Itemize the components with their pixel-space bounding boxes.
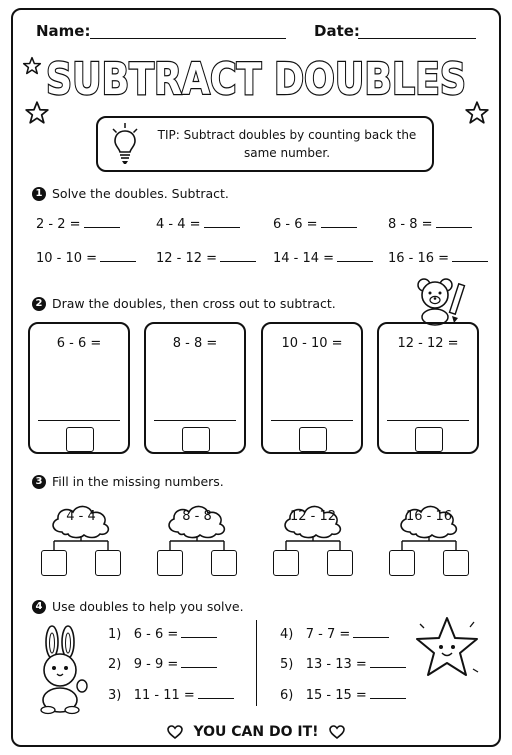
bond-part-box[interactable] xyxy=(327,550,353,576)
answer-blank[interactable] xyxy=(436,227,472,228)
draw-card-2[interactable] xyxy=(144,322,246,454)
card-problem: 8 - 8 = xyxy=(172,336,218,351)
bunny-icon xyxy=(30,624,92,714)
bond-part-box[interactable] xyxy=(443,550,469,576)
section-title: Use doubles to help you solve. xyxy=(52,599,244,614)
bond-part-box[interactable] xyxy=(211,550,237,576)
heart-icon xyxy=(167,725,183,739)
answer-blank[interactable] xyxy=(321,227,357,228)
card-problem: 10 - 10 = xyxy=(281,336,343,351)
bond-part-box[interactable] xyxy=(41,550,67,576)
answer-blank[interactable] xyxy=(370,667,406,668)
section-number: 2 xyxy=(32,297,46,311)
number-bond-2 xyxy=(154,500,240,580)
number-bond-1 xyxy=(38,500,124,580)
card-line xyxy=(38,420,120,421)
bond-total: 8 - 8 xyxy=(182,509,212,524)
problem-8: 16 - 16 = xyxy=(388,251,488,266)
section-1-heading xyxy=(32,186,229,201)
bond-part-box[interactable] xyxy=(273,550,299,576)
problem-4: 8 - 8 = xyxy=(388,217,472,232)
use-doubles-problem-6: 6) 15 - 15 = xyxy=(280,688,406,703)
problem-6: 12 - 12 = xyxy=(156,251,256,266)
answer-blank[interactable] xyxy=(337,261,373,262)
date-line[interactable] xyxy=(358,38,476,39)
heart-icon xyxy=(329,725,345,739)
section-3-heading xyxy=(32,474,224,489)
problem-5: 10 - 10 = xyxy=(36,251,136,266)
answer-box[interactable] xyxy=(66,427,94,452)
answer-blank[interactable] xyxy=(100,261,136,262)
use-doubles-problem-4: 4) 7 - 7 = xyxy=(280,627,389,642)
star-icon xyxy=(24,100,50,126)
number-bond-4 xyxy=(386,500,472,580)
star-icon xyxy=(22,56,42,76)
answer-blank[interactable] xyxy=(181,667,217,668)
problem-3: 6 - 6 = xyxy=(273,217,357,232)
answer-blank[interactable] xyxy=(181,637,217,638)
number-bond-3 xyxy=(270,500,356,580)
lightbulb-icon xyxy=(110,122,140,166)
svg-text:SUBTRACT DOUBLES: SUBTRACT DOUBLES xyxy=(46,54,466,105)
use-doubles-problem-1: 1) 6 - 6 = xyxy=(108,627,217,642)
answer-blank[interactable] xyxy=(220,261,256,262)
answer-box[interactable] xyxy=(415,427,443,452)
answer-blank[interactable] xyxy=(84,227,120,228)
use-doubles-problem-2: 2) 9 - 9 = xyxy=(108,657,217,672)
bond-part-box[interactable] xyxy=(389,550,415,576)
bond-total: 12 - 12 xyxy=(289,509,337,524)
answer-box[interactable] xyxy=(182,427,210,452)
card-problem: 12 - 12 = xyxy=(397,336,459,351)
problem-2: 4 - 4 = xyxy=(156,217,240,232)
bond-total: 16 - 16 xyxy=(405,509,453,524)
draw-card-3[interactable] xyxy=(261,322,363,454)
card-line xyxy=(271,420,353,421)
card-line xyxy=(387,420,469,421)
section-4-heading xyxy=(32,599,244,614)
section-number: 3 xyxy=(32,475,46,489)
bond-part-box[interactable] xyxy=(95,550,121,576)
smiling-star-icon xyxy=(412,614,482,682)
section-number: 1 xyxy=(32,187,46,201)
star-icon xyxy=(464,100,490,126)
problem-1: 2 - 2 = xyxy=(36,217,120,232)
section-title: Draw the doubles, then cross out to subtract. xyxy=(52,296,336,311)
draw-card-1[interactable] xyxy=(28,322,130,454)
date-label: Date: xyxy=(314,22,360,40)
answer-blank[interactable] xyxy=(353,637,389,638)
tip-text: TIP: Subtract doubles by counting back the same number. xyxy=(157,128,417,160)
column-divider xyxy=(256,620,257,706)
card-problem: 6 - 6 = xyxy=(56,336,102,351)
problem-7: 14 - 14 = xyxy=(273,251,373,266)
bond-total: 4 - 4 xyxy=(66,509,96,524)
page-title xyxy=(40,44,472,110)
use-doubles-problem-5: 5) 13 - 13 = xyxy=(280,657,406,672)
name-line[interactable] xyxy=(90,38,286,39)
name-label: Name: xyxy=(36,22,91,40)
section-title: Solve the doubles. Subtract. xyxy=(52,186,229,201)
answer-blank[interactable] xyxy=(452,261,488,262)
section-number: 4 xyxy=(32,600,46,614)
footer xyxy=(0,724,512,740)
footer-text: YOU CAN DO IT! xyxy=(193,724,319,740)
answer-blank[interactable] xyxy=(370,698,406,699)
bond-part-box[interactable] xyxy=(157,550,183,576)
section-title: Fill in the missing numbers. xyxy=(52,474,224,489)
card-line xyxy=(154,420,236,421)
answer-box[interactable] xyxy=(299,427,327,452)
teddy-bear-icon xyxy=(414,276,468,326)
use-doubles-problem-3: 3) 11 - 11 = xyxy=(108,688,234,703)
answer-blank[interactable] xyxy=(198,698,234,699)
answer-blank[interactable] xyxy=(204,227,240,228)
draw-card-4[interactable] xyxy=(377,322,479,454)
section-2-heading xyxy=(32,296,336,311)
